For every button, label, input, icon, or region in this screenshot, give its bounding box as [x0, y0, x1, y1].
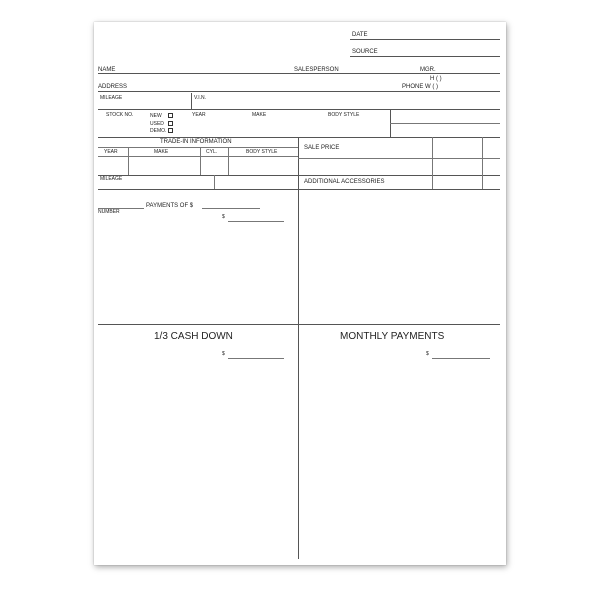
- vehicle-row-bottom: [98, 137, 500, 138]
- trade-cyl-label: CYL.: [206, 149, 218, 155]
- cash-down-dollar-label: $: [222, 351, 225, 357]
- trade-make-label: MAKE: [154, 149, 169, 155]
- trade-mileage-divider: [214, 175, 215, 189]
- mileage-vin-divider: [191, 93, 192, 109]
- payments-of-field[interactable]: [202, 208, 260, 209]
- source-field[interactable]: [350, 56, 500, 57]
- sale-price-label: SALE PRICE: [304, 145, 340, 151]
- trade-mileage-label: MILEAGE: [100, 176, 123, 182]
- accessories-bottom: [98, 189, 500, 190]
- lower-section-top: [98, 324, 500, 325]
- used-label: USED: [150, 121, 164, 127]
- new-checkbox[interactable]: [168, 113, 173, 118]
- monthly-payment-field[interactable]: [432, 358, 490, 359]
- address-label: ADDRESS: [98, 84, 128, 90]
- worksheet-form: [94, 22, 506, 565]
- trade-in-label: TRADE-IN INFORMATION: [160, 139, 232, 145]
- used-checkbox[interactable]: [168, 121, 173, 126]
- demo-checkbox[interactable]: [168, 128, 173, 133]
- payment-dollar-label: $: [222, 214, 225, 220]
- center-divider: [298, 137, 299, 559]
- mileage-vin-field[interactable]: [98, 109, 500, 110]
- phone-home-label: H ( ): [430, 76, 442, 82]
- trade-col-divider-3: [228, 147, 229, 175]
- trade-subheader-line: [98, 156, 298, 157]
- price-col-divider-1: [432, 137, 433, 189]
- stock-no-label: STOCK NO.: [106, 112, 134, 118]
- demo-label: DEMO.: [150, 128, 167, 134]
- new-label: NEW: [150, 113, 162, 119]
- body-style-sub-line: [390, 123, 500, 124]
- trade-row-bottom: [98, 175, 500, 176]
- mileage-label: MILEAGE: [100, 95, 123, 101]
- payments-of-label: PAYMENTS OF $: [146, 203, 194, 209]
- make-label: MAKE: [252, 112, 267, 118]
- trade-year-label: YEAR: [104, 149, 118, 155]
- name-field[interactable]: [98, 73, 500, 74]
- phone-work-label: PHONE W ( ): [402, 84, 438, 90]
- payment-total-field[interactable]: [228, 221, 284, 222]
- price-col-divider-2: [482, 137, 483, 189]
- cash-down-title: 1/3 CASH DOWN: [154, 331, 233, 342]
- cash-down-field[interactable]: [228, 358, 284, 359]
- salesperson-label: SALESPERSON: [294, 67, 339, 73]
- date-field[interactable]: [350, 39, 500, 40]
- number-label: NUMBER: [98, 209, 120, 215]
- mgr-label: MGR.: [420, 67, 436, 73]
- source-label: SOURCE: [352, 49, 378, 55]
- monthly-dollar-label: $: [426, 351, 429, 357]
- vin-label: V.I.N.: [194, 95, 207, 101]
- name-label: NAME: [98, 67, 116, 73]
- monthly-payments-title: MONTHLY PAYMENTS: [340, 331, 445, 342]
- year-label: YEAR: [192, 112, 206, 118]
- trade-col-divider-1: [128, 147, 129, 175]
- trade-col-divider-2: [200, 147, 201, 175]
- trade-body-style-label: BODY STYLE: [246, 149, 278, 155]
- body-style-label: BODY STYLE: [328, 112, 360, 118]
- date-label: DATE: [352, 32, 368, 38]
- address-field[interactable]: [98, 91, 500, 92]
- additional-accessories-label: ADDITIONAL ACCESSORIES: [304, 179, 385, 185]
- price-line-1: [298, 158, 500, 159]
